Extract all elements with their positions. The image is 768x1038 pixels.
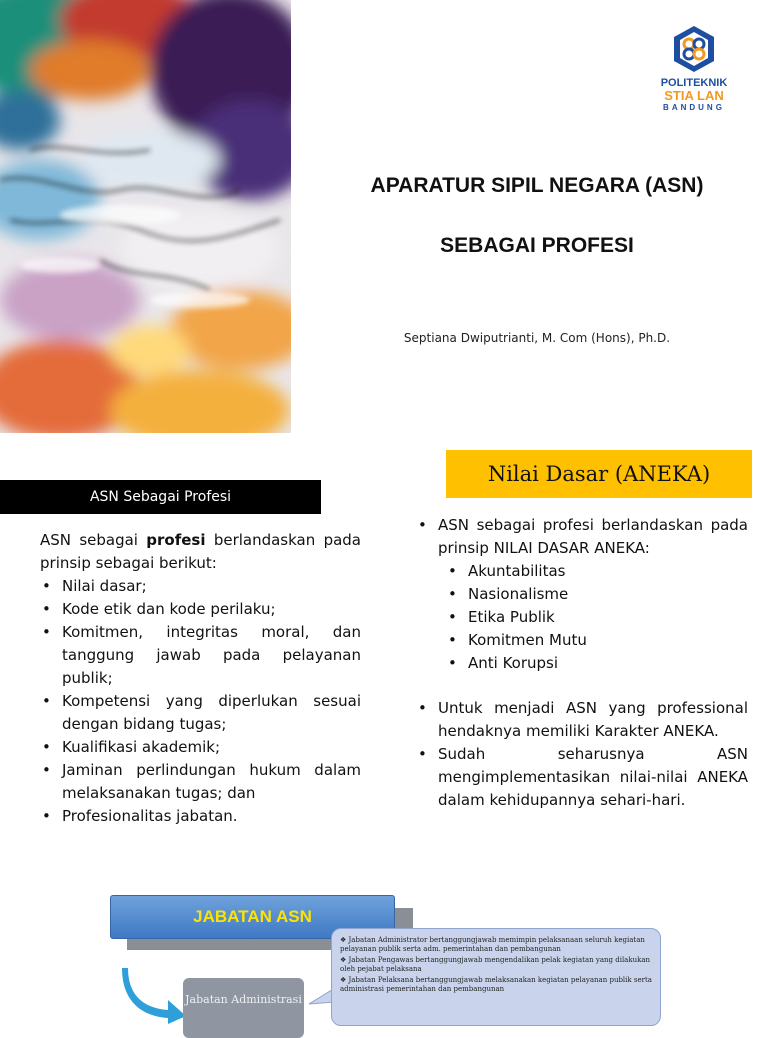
slide-body bbox=[414, 514, 748, 812]
slide-header: Nilai Dasar (ANEKA) bbox=[446, 450, 752, 498]
logo-text-stia-lan: STIA LAN bbox=[664, 88, 724, 103]
sub-bullet-item: • Komitmen Mutu bbox=[414, 629, 748, 652]
callout-item: ❖ Jabatan Pengawas bertanggungjawab mengendalikan pelak kegiatan yang dilakukan oleh pejabat pelaksana bbox=[340, 956, 651, 973]
list-item: • Jaminan perlindungan hukum dalam melaksanakan tugas; dan bbox=[40, 759, 361, 805]
politeknik-stia-lan-logo bbox=[652, 24, 736, 114]
list-item: • Kode etik dan kode perilaku; bbox=[40, 598, 361, 621]
list-item: • Kompetensi yang diperlukan sesuai dengan bidang tugas; bbox=[40, 690, 361, 736]
slide-header: ASN Sebagai Profesi bbox=[0, 480, 321, 514]
stia-lan-emblem-icon bbox=[652, 24, 736, 76]
slide-body bbox=[40, 529, 361, 828]
intro-paragraph bbox=[40, 529, 361, 575]
jabatan-asn-slide bbox=[0, 880, 768, 1024]
callout-item: ❖ Jabatan Administrator bertanggungjawab memimpin pelaksanaan seluruh kegiatan pelayanan publik serta adm. pemerintahan dan pembangunan bbox=[340, 936, 645, 953]
list-item: • Komitmen, integritas moral, dan tanggung jawab pada pelayanan publik; bbox=[40, 621, 361, 690]
slide-title-line2: SEBAGAI PROFESI bbox=[440, 234, 634, 257]
sub-bullet-item: • Anti Korupsi bbox=[414, 652, 748, 675]
list-item: • Nilai dasar; bbox=[40, 575, 361, 598]
author-name: Septiana Dwiputrianti, M. Com (Hons), Ph.D. bbox=[403, 331, 671, 345]
curved-arrow-icon bbox=[120, 964, 190, 1024]
sub-bullet-item: • Nasionalisme bbox=[414, 583, 748, 606]
bullet-item: • Untuk menjadi ASN yang professional hendaknya memiliki Karakter ANEKA. bbox=[414, 697, 748, 743]
jabatan-administrasi-box: Jabatan Administrasi bbox=[183, 978, 304, 1038]
jabatan-callout bbox=[331, 928, 661, 1026]
logo-text-politeknik: POLITEKNIK bbox=[660, 77, 728, 89]
asn-profesi-slide bbox=[0, 450, 384, 850]
callout-item: ❖ Jabatan Pelaksana bertanggungjawab melaksanakan kegiatan pelayanan publik serta administrasi pemerintahan dan pembangunan bbox=[340, 976, 652, 993]
abstract-painting-image bbox=[0, 0, 291, 433]
nilai-dasar-slide bbox=[384, 450, 768, 850]
sub-bullet-item: • Akuntabilitas bbox=[414, 560, 748, 583]
principle-list bbox=[40, 575, 361, 828]
slide-title-line1: APARATUR SIPIL NEGARA (ASN) bbox=[370, 174, 704, 197]
title-slide bbox=[0, 0, 768, 433]
intro-bold-text: profesi bbox=[146, 531, 206, 549]
spacer bbox=[414, 675, 748, 697]
list-item: • Profesionalitas jabatan. bbox=[40, 805, 361, 828]
logo-text-bandung: BANDUNG bbox=[663, 103, 725, 112]
intro-text: ASN sebagai bbox=[40, 531, 147, 549]
list-item: • Kualifikasi akademik; bbox=[40, 736, 361, 759]
bullet-item: • ASN sebagai profesi berlandaskan pada prinsip NILAI DASAR ANEKA: bbox=[414, 514, 748, 560]
bullet-item: • Sudah seharusnya ASN mengimplementasikan nilai-nilai ANEKA dalam kehidupannya sehari-hari. bbox=[414, 743, 748, 812]
sub-bullet-item: • Etika Publik bbox=[414, 606, 748, 629]
intro-text-end: berlandaskan pada prinsip sebagai berikut: bbox=[40, 531, 361, 572]
jabatan-title-box: JABATAN ASN bbox=[110, 895, 395, 939]
